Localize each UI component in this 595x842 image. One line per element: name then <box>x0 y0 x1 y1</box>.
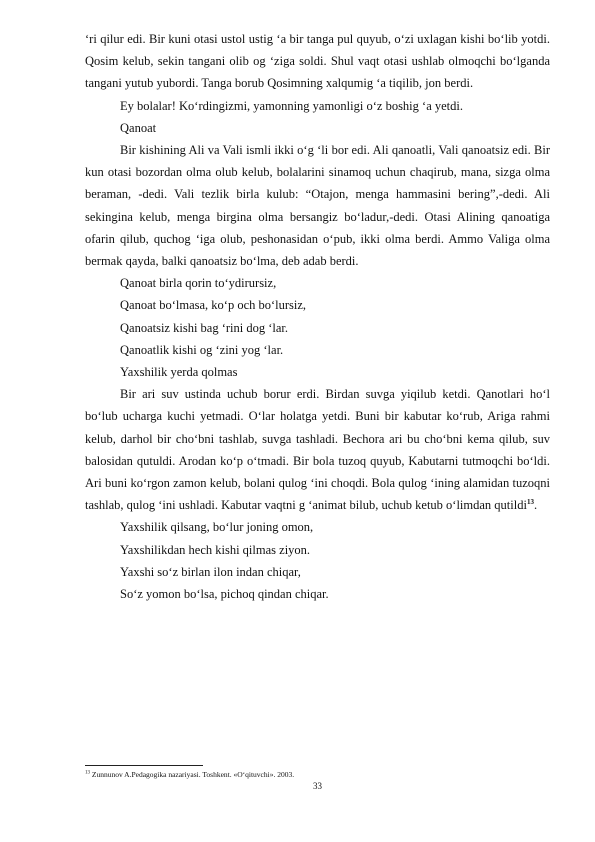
poem2-line-1: Yaxshilik qilsang, bo‘lur joning omon, <box>120 520 314 535</box>
paragraph-2: Ey bolalar! Ko‘rdingizmi, yamonning yamonligi o‘z boshig ‘a yetdi. <box>120 98 463 113</box>
footnote-text: Zunnunov A.Pedagogika nazariyasi. Toshkent. «O‘qituvchi». 2003. <box>90 770 295 779</box>
poem2-line-2: Yaxshilikdan hech kishi qilmas ziyon. <box>120 542 311 557</box>
paragraph-4: Bir kishining Ali va Vali ismli ikki o‘g ‘li bor edi. Ali qanoatli, Vali qanoatsiz edi. Bir kun otasi bozordan olma olub kelub, bolalarini sinamoq uchun chaqirub, mana, sizga olma beraman, -dedi. Vali tezlik birla kulub: “Otajon, menga hammasini bering”,-dedi. Ali sekingina kelub, menga birgina olma bersangiz bo‘ladur,-dedi. Otasi Alining qanoatiga ofarin qilub, quchog ‘iga olub, peshonasidan o‘pub, ikki olma berdi. Ammo Valiga olma bermak qayda, balki qanoatsiz bo‘lma, deb adab berdi. <box>85 143 550 269</box>
poem2-line-4: So‘z yomon bo‘lsa, pichoq qindan chiqar. <box>120 587 329 602</box>
poem-line-3: Qanoatsiz kishi bag ‘rini dog ‘lar. <box>120 320 289 335</box>
paragraph-10 <box>85 383 550 516</box>
paragraph-10-end: . <box>533 498 538 513</box>
poem-line-1: Qanoat birla qorin to‘ydirursiz, <box>120 276 277 291</box>
poem-line-4: Qanoatlik kishi og ‘zini yog ‘lar. <box>120 342 284 357</box>
poem-line-2: Qanoat bo‘lmasa, ko‘p och bo‘lursiz, <box>120 298 307 313</box>
page-number: 33 <box>313 781 322 791</box>
footnote <box>85 770 550 780</box>
paragraph-1: ‘ri qilur edi. Bir kuni otasi ustol ustig ‘a bir tanga pul quyub, o‘zi uxlagan kishi bo‘lib yotdi. Qosim kelub, sekin tangani olib og ‘ziga soldi. Shul vaqt otasi ushlab olmoqchi bo‘lganda tangani yutub yubordi. Tanga borub Qosimning xalqumig ‘a tiqilib, jon berdi. <box>85 32 550 91</box>
paragraph-10-text: Bir ari suv ustinda uchub borur erdi. Birdan suvga yiqilub ketdi. Qanotlari ho‘l bo‘lub ucharga kuchi yetmadi. O‘lar holatga yetdi. Buni bir kabutar ko‘rub, Ariga rahmi kelub, darhol bir cho‘bni tashlab, suvga tashladi. Bechora ari bu cho‘bni kema qilub, suv balosidan qutuldi. Arodan ko‘p o‘tmadi. Bir bola tuzoq quyub, Kabutarni tutmoqchi bo‘ldi. Ari buni ko‘rgon zamon kelub, bolani qulog ‘ini choqdi. Bola qulog ‘ining alamidan tuzoqni tashlab, qulog ‘ini ushladi. Kabutar vaqtni g ‘animat bilub, uchub ketub o‘limdan qutildi <box>85 387 550 513</box>
story-title-yaxshilik: Yaxshilik yerda qolmas <box>120 365 238 380</box>
footnote-divider <box>85 765 203 766</box>
story-title-qanoat: Qanoat <box>120 120 157 135</box>
poem2-line-3: Yaxshi so‘z birlan ilon indan chiqar, <box>120 564 301 579</box>
body-text <box>85 28 550 605</box>
footnote-reference[interactable]: 13 <box>526 498 534 507</box>
footnote-mark: 13 <box>85 770 90 776</box>
